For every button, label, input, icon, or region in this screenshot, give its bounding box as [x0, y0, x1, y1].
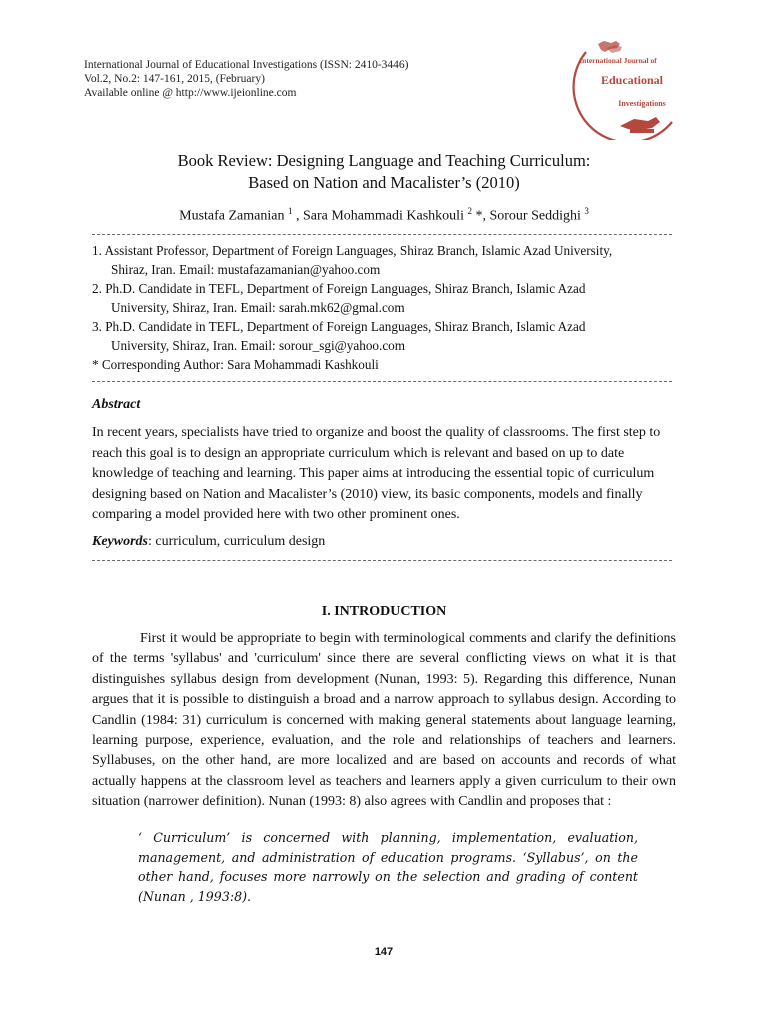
journal-name-line: International Journal of Educational Investigations (ISSN: 2410-3446) — [84, 59, 409, 71]
abstract-heading: Abstract — [92, 397, 141, 412]
affiliation-line: University, Shiraz, Iran. Email: sorour_sgi@yahoo.com — [111, 337, 406, 353]
divider-rule — [92, 560, 672, 561]
paper-title-line-2: Based on Nation and Macalister’s (2010) — [248, 173, 520, 192]
block-quote: ‘ Curriculum’ is concerned with planning, implementation, evaluation, management, and administration of education programs. ‘Syllabus’, on the other hand, focuses more narrowly on the selection and grading of content (Nunan , 1993:8). — [138, 830, 638, 904]
author-affil-marker: 1 — [287, 206, 293, 216]
divider-rule — [92, 234, 672, 235]
affiliation-line: Shiraz, Iran. Email: mustafazamanian@yahoo.com — [111, 261, 381, 277]
author-list — [84, 206, 684, 225]
author-separator: *, — [475, 208, 490, 224]
affiliation-line: 3. Ph.D. Candidate in TEFL, Department of Foreign Languages, Shiraz Branch, Islamic Azad — [92, 319, 586, 334]
author-separator: , — [295, 208, 303, 224]
journal-header — [84, 58, 409, 100]
affiliation-item — [92, 242, 692, 279]
affiliation-item — [92, 318, 692, 355]
affiliation-line: University, Shiraz, Iran. Email: sarah.mk62@gmal.com — [111, 299, 405, 315]
author-name: Mustafa Zamanian — [179, 208, 285, 224]
introduction-paragraph: First it would be appropriate to begin with terminological comments and clarify the definitions of the terms 'syllabus' and 'curriculum' since there are several conflicting views on what it is that distinguishes syllabus design from development (Nunan, 1993: 5). Regarding this difference, Nunan argues that it is possible to distinguish a broad and a narrow approach to syllabus design. According to Candlin (1984: 31) curriculum is concerned with making general statements about language learning, learning purpose, experience, evaluation, and the role and relationships of teachers and learners. Syllabuses, on the other hand, are more localized and are based on accounts and records of what actually happens at the classroom level as teachers and learners apply a given curriculum to their own situation (narrower definition). Nunan (1993: 8) also agrees with Candlin and proposes that : — [92, 631, 676, 810]
affiliation-list — [92, 242, 692, 376]
corresponding-author: * Corresponding Author: Sara Mohammadi Kashkouli — [92, 357, 379, 372]
journal-logo — [568, 30, 688, 140]
keywords-text: : curriculum, curriculum design — [148, 534, 326, 549]
logo-line-3: Investigations — [618, 99, 666, 108]
paper-title — [84, 150, 684, 194]
introduction-body — [92, 629, 676, 813]
author-affil-marker: 3 — [584, 206, 589, 216]
author-affil-marker: 2 — [467, 206, 472, 216]
affiliation-item — [92, 280, 692, 317]
keywords-line — [92, 534, 325, 550]
keywords-label: Keywords — [92, 534, 148, 549]
logo-line-1: International Journal of — [579, 56, 657, 65]
abstract-text: In recent years, specialists have tried to organize and boost the quality of classrooms. The first step to reach this goal is to design an appropriate curriculum which is relevant and based on up to date knowledge of teaching and learning. This paper aims at introducing the essential topic of curriculum designing based on Nation and Macalister’s (2010) view, its basic components, models and finally comparing a model provided here with two other prominent ones. — [92, 425, 661, 522]
online-availability-line: Available online @ http://www.ijeionline.com — [84, 87, 297, 99]
page-number: 147 — [374, 946, 394, 958]
section-heading: I. INTRODUCTION — [321, 604, 447, 619]
paper-title-line-1: Book Review: Designing Language and Teaching Curriculum: — [177, 151, 591, 170]
author-name: Sara Mohammadi Kashkouli — [302, 208, 464, 224]
divider-rule — [92, 381, 672, 382]
affiliation-line: 1. Assistant Professor, Department of Foreign Languages, Shiraz Branch, Islamic Azad University, — [92, 243, 613, 258]
author-name: Sorour Seddighi — [489, 208, 581, 224]
volume-line: Vol.2, No.2: 147-161, 2015, (February) — [84, 73, 265, 85]
logo-line-2: Educational — [600, 73, 664, 87]
journal-logo-graphic — [568, 30, 688, 140]
affiliation-line: 2. Ph.D. Candidate in TEFL, Department of Foreign Languages, Shiraz Branch, Islamic Azad — [92, 281, 586, 296]
